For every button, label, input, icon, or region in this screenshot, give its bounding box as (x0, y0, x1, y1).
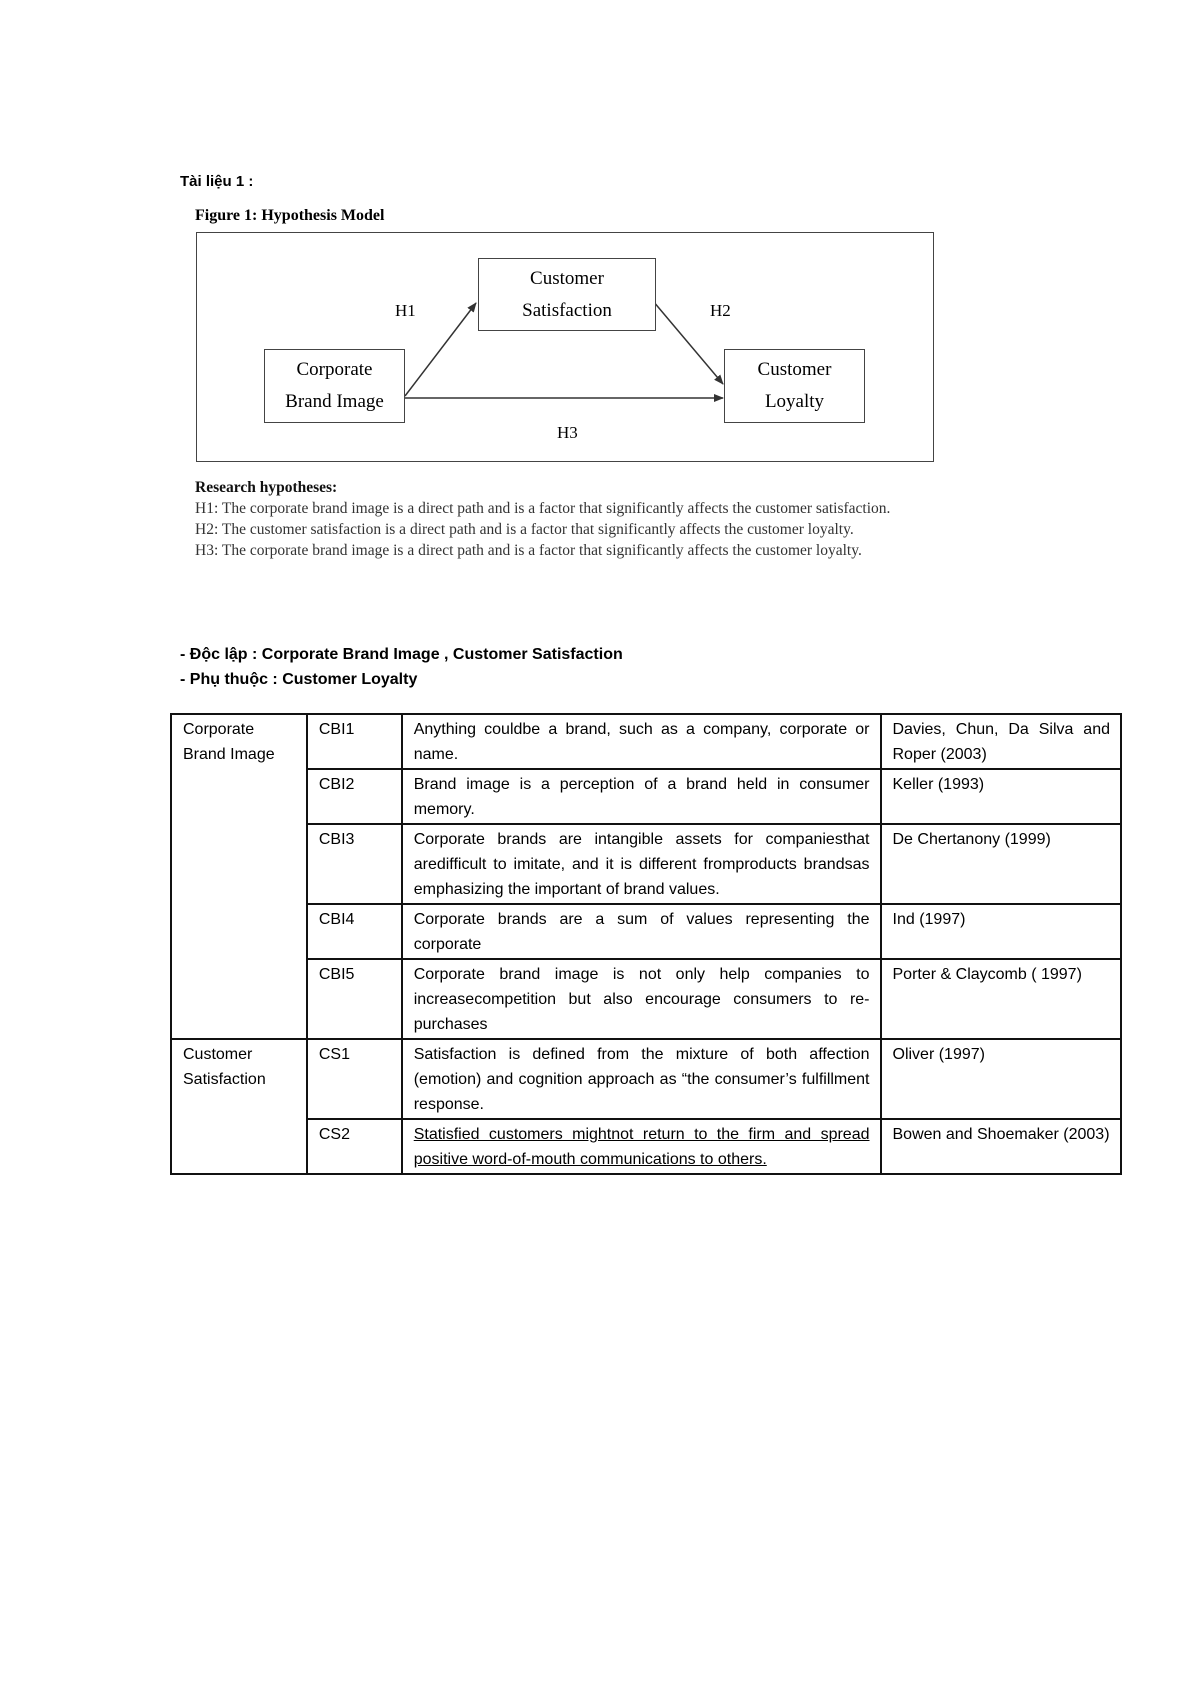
item-code: CBI3 (307, 824, 402, 904)
item-text: Corporate brands are intangible assets for companiesthat aredifficult to imitate, and it is different fromproducts brandsas emphasizing the important of brand values. (402, 824, 881, 904)
item-code: CBI5 (307, 959, 402, 1039)
hypothesis-h3: H3: The corporate brand image is a direct path and is a factor that significantly affects the customer loyalty. (195, 542, 862, 559)
node-customer-satisfaction: Customer Satisfaction (478, 258, 656, 331)
independent-variables: - Độc lập : Corporate Brand Image , Customer Satisfaction (180, 646, 623, 663)
item-source: Keller (1993) (881, 769, 1122, 824)
item-text: Corporate brand image is not only help companies to increasecompetition but also encourage consumers to re-purchases (402, 959, 881, 1039)
table-row (171, 1039, 1121, 1119)
item-code: CS2 (307, 1119, 402, 1174)
item-text: Statisfied customers mightnot return to the firm and spread positive word-of-mouth communications to others. (402, 1119, 881, 1174)
table-row (171, 1119, 1121, 1174)
item-source: Davies, Chun, Da Silva and Roper (2003) (881, 714, 1122, 769)
item-source: Bowen and Shoemaker (2003) (881, 1119, 1122, 1174)
construct-cell: Customer Satisfaction (171, 1039, 307, 1174)
table-row (171, 714, 1121, 769)
node-customer-loyalty: Customer Loyalty (724, 349, 865, 423)
item-text: Satisfaction is defined from the mixture of both affection (emotion) and cognition approach as “the consumer’s fulfillment response. (402, 1039, 881, 1119)
hypothesis-h2: H2: The customer satisfaction is a direct path and is a factor that significantly affects the customer loyalty. (195, 521, 854, 538)
item-text: Anything couldbe a brand, such as a company, corporate or name. (402, 714, 881, 769)
path-label-h2: H2 (710, 301, 731, 320)
item-code: CBI1 (307, 714, 402, 769)
item-code: CS1 (307, 1039, 402, 1119)
item-source: Ind (1997) (881, 904, 1122, 959)
table-row (171, 904, 1121, 959)
figure-title: Figure 1: Hypothesis Model (195, 207, 385, 224)
item-code: CBI4 (307, 904, 402, 959)
table-row (171, 824, 1121, 904)
dependent-variables: - Phụ thuộc : Customer Loyalty (180, 671, 418, 688)
hypothesis-h1: H1: The corporate brand image is a direct path and is a factor that significantly affects the customer satisfaction. (195, 500, 891, 517)
research-hypotheses (195, 477, 1000, 561)
variables-list (180, 642, 623, 692)
item-code: CBI2 (307, 769, 402, 824)
hypothesis-model-diagram (196, 232, 934, 462)
path-label-h1: H1 (395, 301, 416, 320)
item-source: Oliver (1997) (881, 1039, 1122, 1119)
item-text: Brand image is a perception of a brand held in consumer memory. (402, 769, 881, 824)
item-source: Porter & Claycomb ( 1997) (881, 959, 1122, 1039)
item-source: De Chertanony (1999) (881, 824, 1122, 904)
path-label-h3: H3 (557, 423, 578, 442)
table-row (171, 959, 1121, 1039)
table-row (171, 769, 1121, 824)
item-text: Corporate brands are a sum of values representing the corporate (402, 904, 881, 959)
document-label: Tài liệu 1 : (180, 173, 254, 190)
hypotheses-heading: Research hypotheses: (195, 479, 338, 496)
measurement-items-table (170, 713, 1122, 1175)
node-corporate-brand-image: Corporate Brand Image (264, 349, 405, 423)
construct-cell: Corporate Brand Image (171, 714, 307, 1039)
